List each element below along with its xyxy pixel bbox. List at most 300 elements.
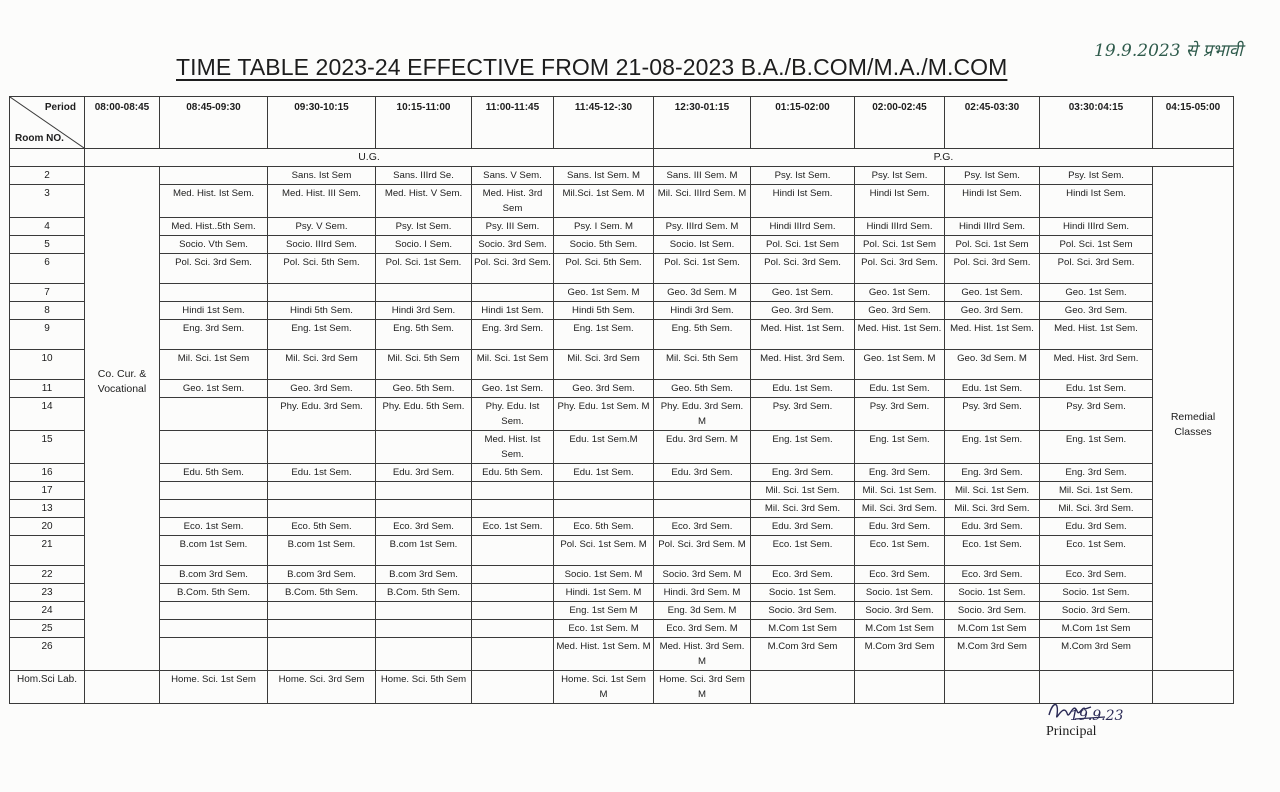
- schedule-cell: Psy. 3rd Sem.: [1040, 398, 1153, 431]
- schedule-cell: [472, 602, 554, 620]
- schedule-cell: B.com 1st Sem.: [376, 536, 472, 566]
- schedule-cell: Socio. 1st Sem.: [751, 584, 855, 602]
- schedule-cell: Eng. 1st Sem.: [554, 320, 654, 350]
- schedule-cell: Sans. Ist Sem. M: [554, 167, 654, 185]
- schedule-cell: [472, 620, 554, 638]
- schedule-cell: Edu. 3rd Sem. M: [654, 431, 751, 464]
- schedule-cell: Hindi IIIrd Sem.: [751, 218, 855, 236]
- schedule-cell: [376, 602, 472, 620]
- schedule-cell: Pol. Sci. 1st Sem: [945, 236, 1040, 254]
- schedule-cell: Edu. 1st Sem.: [855, 380, 945, 398]
- section-row: [10, 149, 1234, 167]
- room-number: Hom.Sci Lab.: [10, 671, 85, 704]
- schedule-cell: [472, 671, 554, 704]
- schedule-cell: [268, 638, 376, 671]
- schedule-cell: B.Com. 5th Sem.: [160, 584, 268, 602]
- room-number: 20: [10, 518, 85, 536]
- schedule-cell: Geo. 1st Sem.: [472, 380, 554, 398]
- schedule-cell: Socio. Ist Sem.: [654, 236, 751, 254]
- schedule-cell: Med. Hist. III Sem.: [268, 185, 376, 218]
- schedule-cell: [751, 671, 855, 704]
- table-row: [10, 431, 1234, 464]
- schedule-cell: Geo. 3rd Sem.: [1040, 302, 1153, 320]
- schedule-cell: [554, 482, 654, 500]
- schedule-cell: [472, 500, 554, 518]
- schedule-cell: Hindi 5th Sem.: [268, 302, 376, 320]
- schedule-cell: Mil. Sci. 3rd Sem: [268, 350, 376, 380]
- schedule-cell: Sans. Ist Sem: [268, 167, 376, 185]
- schedule-cell: [268, 482, 376, 500]
- schedule-cell: Eco. 1st Sem.: [1040, 536, 1153, 566]
- schedule-cell: B.com 1st Sem.: [268, 536, 376, 566]
- schedule-cell: Socio. 5th Sem.: [554, 236, 654, 254]
- schedule-cell: Eng. 5th Sem.: [654, 320, 751, 350]
- schedule-cell: Hindi 5th Sem.: [554, 302, 654, 320]
- schedule-cell: Geo. 1st Sem.: [160, 380, 268, 398]
- schedule-cell: Mil. Sci. 3rd Sem.: [1040, 500, 1153, 518]
- schedule-cell: Pol. Sci. 1st Sem. M: [554, 536, 654, 566]
- schedule-cell: Phy. Edu. Ist Sem.: [472, 398, 554, 431]
- schedule-cell: Geo. 3rd Sem.: [855, 302, 945, 320]
- handwritten-effective-note: 19.9.2023 से प्रभावी: [1094, 41, 1243, 61]
- schedule-cell: B.com 3rd Sem.: [160, 566, 268, 584]
- schedule-cell: Med. Hist. Ist Sem.: [472, 431, 554, 464]
- schedule-cell: Mil. Sci. 1st Sem.: [945, 482, 1040, 500]
- co-curricular-cell: Co. Cur. & Vocational: [85, 167, 160, 671]
- schedule-cell: Home. Sci. 1st Sem: [160, 671, 268, 704]
- schedule-cell: Edu. 1st Sem.: [554, 464, 654, 482]
- schedule-cell: Eco. 3rd Sem.: [376, 518, 472, 536]
- schedule-cell: Home. Sci. 1st Sem M: [554, 671, 654, 704]
- schedule-cell: [472, 482, 554, 500]
- table-row: [10, 500, 1234, 518]
- schedule-cell: Med. Hist. 3rd Sem.: [751, 350, 855, 380]
- period-header: 12:30-01:15: [654, 97, 751, 149]
- schedule-cell: Med. Hist. Ist Sem.: [160, 185, 268, 218]
- table-row: [10, 167, 1234, 185]
- schedule-cell: Psy. III Sem.: [472, 218, 554, 236]
- room-number: 17: [10, 482, 85, 500]
- schedule-cell: Psy. V Sem.: [268, 218, 376, 236]
- schedule-cell: M.Com 3rd Sem: [1040, 638, 1153, 671]
- schedule-cell: Mil. Sci. 3rd Sem.: [855, 500, 945, 518]
- schedule-cell: Med. Hist. 3rd Sem: [472, 185, 554, 218]
- section-ug: U.G.: [85, 149, 654, 167]
- schedule-cell: Hindi Ist Sem.: [945, 185, 1040, 218]
- schedule-cell: Edu. 3rd Sem.: [855, 518, 945, 536]
- schedule-cell: Socio. 3rd Sem. M: [654, 566, 751, 584]
- schedule-cell: Mil. Sci. 5th Sem: [376, 350, 472, 380]
- schedule-cell: B.com 3rd Sem.: [376, 566, 472, 584]
- schedule-cell: Mil. Sci. 3rd Sem: [554, 350, 654, 380]
- schedule-cell: Mil. Sci. 3rd Sem.: [945, 500, 1040, 518]
- table-row: [10, 185, 1234, 218]
- schedule-cell: Pol. Sci. 3rd Sem.: [1040, 254, 1153, 284]
- schedule-cell: Geo. 1st Sem.: [855, 284, 945, 302]
- schedule-cell: Eng. 1st Sem.: [1040, 431, 1153, 464]
- schedule-cell: [855, 671, 945, 704]
- schedule-cell: [160, 602, 268, 620]
- schedule-cell: Socio. Vth Sem.: [160, 236, 268, 254]
- schedule-cell: Socio. 3rd Sem.: [751, 602, 855, 620]
- schedule-cell: Geo. 3rd Sem.: [945, 302, 1040, 320]
- schedule-cell: M.Com 1st Sem: [945, 620, 1040, 638]
- schedule-cell: Edu. 3rd Sem.: [751, 518, 855, 536]
- schedule-cell: Pol. Sci. 3rd Sem.: [751, 254, 855, 284]
- schedule-cell: M.Com 1st Sem: [1040, 620, 1153, 638]
- schedule-cell: Geo. 1st Sem.: [751, 284, 855, 302]
- schedule-cell: Eco. 1st Sem.: [855, 536, 945, 566]
- schedule-cell: Psy. IIIrd Sem. M: [654, 218, 751, 236]
- table-row: [10, 398, 1234, 431]
- table-row: [10, 236, 1234, 254]
- room-number: 26: [10, 638, 85, 671]
- room-number: 3: [10, 185, 85, 218]
- schedule-cell: Geo. 1st Sem. M: [554, 284, 654, 302]
- schedule-cell: [472, 284, 554, 302]
- room-number: 24: [10, 602, 85, 620]
- schedule-cell: Psy. Ist Sem.: [1040, 167, 1153, 185]
- table-row: [10, 620, 1234, 638]
- room-number: 14: [10, 398, 85, 431]
- schedule-cell: Eco. 3rd Sem.: [855, 566, 945, 584]
- room-number: 6: [10, 254, 85, 284]
- schedule-cell: Socio. IIIrd Sem.: [268, 236, 376, 254]
- schedule-cell: Mil. Sci. 1st Sem: [160, 350, 268, 380]
- schedule-cell: Pol. Sci. 3rd Sem.: [160, 254, 268, 284]
- schedule-cell: Hindi 3rd Sem.: [376, 302, 472, 320]
- schedule-cell: Home. Sci. 3rd Sem M: [654, 671, 751, 704]
- schedule-cell: Eco. 3rd Sem.: [945, 566, 1040, 584]
- schedule-cell: Edu. 1st Sem.: [945, 380, 1040, 398]
- schedule-cell: Eng. 1st Sem.: [855, 431, 945, 464]
- schedule-cell: Socio. 3rd Sem.: [855, 602, 945, 620]
- schedule-cell: Edu. 3rd Sem.: [1040, 518, 1153, 536]
- room-number: 10: [10, 350, 85, 380]
- room-number: 7: [10, 284, 85, 302]
- schedule-cell: M.Com 3rd Sem: [855, 638, 945, 671]
- schedule-cell: Edu. 1st Sem.: [268, 464, 376, 482]
- schedule-cell: B.com 3rd Sem.: [268, 566, 376, 584]
- schedule-cell: Hindi IIIrd Sem.: [1040, 218, 1153, 236]
- schedule-cell: [472, 536, 554, 566]
- schedule-cell: Pol. Sci. 1st Sem: [1040, 236, 1153, 254]
- schedule-cell: [268, 431, 376, 464]
- table-row: [10, 380, 1234, 398]
- remedial-classes-cell: Remedial Classes: [1153, 167, 1234, 671]
- schedule-cell: [160, 620, 268, 638]
- period-label: Period: [44, 102, 76, 113]
- table-row: [10, 584, 1234, 602]
- schedule-cell: Hindi. 3rd Sem. M: [654, 584, 751, 602]
- schedule-cell: Pol. Sci. 5th Sem.: [554, 254, 654, 284]
- schedule-cell: Eco. 5th Sem.: [554, 518, 654, 536]
- schedule-cell: Eco. 1st Sem. M: [554, 620, 654, 638]
- schedule-cell: Eco. 3rd Sem.: [654, 518, 751, 536]
- schedule-cell: Psy. Ist Sem.: [751, 167, 855, 185]
- room-number: 2: [10, 167, 85, 185]
- signature-date: 19.9.23: [1070, 708, 1124, 724]
- schedule-cell: Geo. 5th Sem.: [376, 380, 472, 398]
- schedule-cell: Edu. 3rd Sem.: [376, 464, 472, 482]
- schedule-cell: Mil. Sci. 3rd Sem.: [751, 500, 855, 518]
- schedule-cell: B.Com. 5th Sem.: [376, 584, 472, 602]
- schedule-cell: Med. Hist. 1st Sem.: [1040, 320, 1153, 350]
- schedule-cell: Geo. 3d Sem. M: [654, 284, 751, 302]
- schedule-cell: B.Com. 5th Sem.: [268, 584, 376, 602]
- document-title: TIME TABLE 2023-24 EFFECTIVE FROM 21-08-2023 B.A./B.COM/M.A./M.COM: [176, 54, 1008, 80]
- schedule-cell: Med. Hist. V Sem.: [376, 185, 472, 218]
- schedule-cell: [268, 284, 376, 302]
- room-number: 11: [10, 380, 85, 398]
- schedule-cell: Socio. 1st Sem.: [945, 584, 1040, 602]
- schedule-cell: Socio. 3rd Sem.: [472, 236, 554, 254]
- schedule-cell: Eng. 3rd Sem.: [945, 464, 1040, 482]
- schedule-cell: Pol. Sci. 3rd Sem.: [472, 254, 554, 284]
- table-row: [10, 536, 1234, 566]
- schedule-cell: Psy. 3rd Sem.: [855, 398, 945, 431]
- schedule-cell: [268, 500, 376, 518]
- schedule-cell: M.Com 1st Sem: [855, 620, 945, 638]
- schedule-cell: Hindi Ist Sem.: [855, 185, 945, 218]
- schedule-cell: Geo. 3d Sem. M: [945, 350, 1040, 380]
- schedule-cell: [554, 500, 654, 518]
- schedule-cell: [268, 602, 376, 620]
- schedule-cell: Geo. 1st Sem. M: [855, 350, 945, 380]
- room-number: 9: [10, 320, 85, 350]
- period-header: 01:15-02:00: [751, 97, 855, 149]
- table-row: [10, 464, 1234, 482]
- schedule-cell: [472, 584, 554, 602]
- schedule-cell: Pol. Sci. 3rd Sem.: [855, 254, 945, 284]
- schedule-cell: Eco. 1st Sem.: [472, 518, 554, 536]
- schedule-cell: M.Com 3rd Sem: [945, 638, 1040, 671]
- schedule-cell: Eng. 3rd Sem.: [855, 464, 945, 482]
- schedule-cell: Med. Hist. 1st Sem. M: [554, 638, 654, 671]
- schedule-cell: Edu. 1st Sem.: [1040, 380, 1153, 398]
- table-row: [10, 284, 1234, 302]
- schedule-cell: [160, 482, 268, 500]
- schedule-cell: [654, 500, 751, 518]
- schedule-cell: Eng. 5th Sem.: [376, 320, 472, 350]
- schedule-cell: Mil. Sci. 1st Sem.: [751, 482, 855, 500]
- room-number: 5: [10, 236, 85, 254]
- schedule-cell: Hindi. 1st Sem. M: [554, 584, 654, 602]
- schedule-cell: Edu. 1st Sem.: [751, 380, 855, 398]
- schedule-cell: Mil. Sci. IIIrd Sem. M: [654, 185, 751, 218]
- schedule-cell: Pol. Sci. 1st Sem.: [376, 254, 472, 284]
- schedule-cell: Eng. 3rd Sem.: [1040, 464, 1153, 482]
- schedule-cell: Eng. 1st Sem M: [554, 602, 654, 620]
- period-header: 04:15-05:00: [1153, 97, 1234, 149]
- schedule-cell: [160, 284, 268, 302]
- table-row: [10, 302, 1234, 320]
- schedule-cell: [376, 500, 472, 518]
- schedule-cell: Socio. 3rd Sem.: [945, 602, 1040, 620]
- schedule-cell: Hindi IIIrd Sem.: [855, 218, 945, 236]
- schedule-cell: Pol. Sci. 1st Sem.: [654, 254, 751, 284]
- schedule-cell: Med. Hist. 1st Sem.: [751, 320, 855, 350]
- schedule-cell: Eng. 3rd Sem.: [472, 320, 554, 350]
- schedule-cell: Eng. 1st Sem.: [945, 431, 1040, 464]
- schedule-cell: [376, 284, 472, 302]
- schedule-cell: Geo. 1st Sem.: [945, 284, 1040, 302]
- schedule-cell: Geo. 3rd Sem.: [554, 380, 654, 398]
- schedule-cell: Med. Hist..5th Sem.: [160, 218, 268, 236]
- schedule-cell: Phy. Edu. 3rd Sem.: [268, 398, 376, 431]
- schedule-cell: Hindi Ist Sem.: [751, 185, 855, 218]
- schedule-cell: Psy. 3rd Sem.: [751, 398, 855, 431]
- schedule-cell: [376, 620, 472, 638]
- schedule-cell: [85, 671, 160, 704]
- table-row: [10, 350, 1234, 380]
- schedule-cell: Phy. Edu. 5th Sem.: [376, 398, 472, 431]
- schedule-cell: Med. Hist. 1st Sem.: [945, 320, 1040, 350]
- room-number: 13: [10, 500, 85, 518]
- schedule-cell: Mil. Sci. 5th Sem: [654, 350, 751, 380]
- table-row: [10, 320, 1234, 350]
- schedule-cell: Eng. 3rd Sem.: [751, 464, 855, 482]
- room-number: 23: [10, 584, 85, 602]
- room-number: 4: [10, 218, 85, 236]
- schedule-cell: [268, 620, 376, 638]
- schedule-cell: Home. Sci. 3rd Sem: [268, 671, 376, 704]
- table-row: [10, 518, 1234, 536]
- schedule-cell: Hindi 1st Sem.: [472, 302, 554, 320]
- schedule-cell: [376, 482, 472, 500]
- table-row: [10, 482, 1234, 500]
- schedule-cell: Geo. 1st Sem.: [1040, 284, 1153, 302]
- schedule-cell: Hindi 1st Sem.: [160, 302, 268, 320]
- schedule-cell: [376, 431, 472, 464]
- schedule-cell: Pol. Sci. 1st Sem: [751, 236, 855, 254]
- schedule-cell: Eng. 3d Sem. M: [654, 602, 751, 620]
- schedule-cell: Geo. 5th Sem.: [654, 380, 751, 398]
- schedule-cell: [160, 638, 268, 671]
- schedule-cell: [472, 638, 554, 671]
- schedule-cell: Eng. 1st Sem.: [751, 431, 855, 464]
- schedule-cell: Med. Hist. 3rd Sem.: [1040, 350, 1153, 380]
- schedule-cell: Home. Sci. 5th Sem: [376, 671, 472, 704]
- period-header: 02:45-03:30: [945, 97, 1040, 149]
- room-number: 25: [10, 620, 85, 638]
- schedule-cell: [654, 482, 751, 500]
- table-row: [10, 638, 1234, 671]
- schedule-cell: Socio. 1st Sem.: [855, 584, 945, 602]
- room-number: 22: [10, 566, 85, 584]
- schedule-cell: [160, 167, 268, 185]
- schedule-cell: Psy. 3rd Sem.: [945, 398, 1040, 431]
- room-number: 8: [10, 302, 85, 320]
- period-header: 08:45-09:30: [160, 97, 268, 149]
- schedule-cell: Sans. III Sem. M: [654, 167, 751, 185]
- schedule-cell: Geo. 3rd Sem.: [751, 302, 855, 320]
- schedule-cell: Geo. 3rd Sem.: [268, 380, 376, 398]
- period-room-corner: [10, 97, 85, 149]
- schedule-cell: Eco. 1st Sem.: [160, 518, 268, 536]
- timetable: [9, 96, 1234, 704]
- schedule-cell: Phy. Edu. 3rd Sem. M: [654, 398, 751, 431]
- schedule-cell: Psy. Ist Sem.: [855, 167, 945, 185]
- room-number: 21: [10, 536, 85, 566]
- period-header: 09:30-10:15: [268, 97, 376, 149]
- period-header: 02:00-02:45: [855, 97, 945, 149]
- header-row: [10, 97, 1234, 149]
- schedule-cell: M.Com 1st Sem: [751, 620, 855, 638]
- principal-label: Principal: [1046, 724, 1097, 739]
- schedule-cell: [472, 566, 554, 584]
- schedule-cell: Psy. Ist Sem.: [945, 167, 1040, 185]
- schedule-cell: Hindi IIIrd Sem.: [945, 218, 1040, 236]
- table-row: [10, 254, 1234, 284]
- period-header: 10:15-11:00: [376, 97, 472, 149]
- schedule-cell: B.com 1st Sem.: [160, 536, 268, 566]
- schedule-cell: [376, 638, 472, 671]
- period-header: 11:45-12-:30: [554, 97, 654, 149]
- table-row: [10, 602, 1234, 620]
- schedule-cell: Eco. 5th Sem.: [268, 518, 376, 536]
- schedule-cell: Phy. Edu. 1st Sem. M: [554, 398, 654, 431]
- schedule-cell: Med. Hist. 1st Sem.: [855, 320, 945, 350]
- schedule-cell: Socio. 3rd Sem.: [1040, 602, 1153, 620]
- table-row: [10, 566, 1234, 584]
- schedule-cell: Eco. 3rd Sem.: [751, 566, 855, 584]
- schedule-cell: Pol. Sci. 3rd Sem.: [945, 254, 1040, 284]
- schedule-cell: Eng. 1st Sem.: [268, 320, 376, 350]
- schedule-cell: Psy. I Sem. M: [554, 218, 654, 236]
- schedule-cell: Edu. 3rd Sem.: [945, 518, 1040, 536]
- schedule-cell: Mil. Sci. 1st Sem: [472, 350, 554, 380]
- table-row: [10, 218, 1234, 236]
- schedule-cell: Eng. 3rd Sem.: [160, 320, 268, 350]
- schedule-cell: Hindi Ist Sem.: [1040, 185, 1153, 218]
- schedule-cell: Edu. 1st Sem.M: [554, 431, 654, 464]
- schedule-cell: Pol. Sci. 1st Sem: [855, 236, 945, 254]
- schedule-cell: [160, 431, 268, 464]
- schedule-cell: Socio. 1st Sem.: [1040, 584, 1153, 602]
- period-header: 08:00-08:45: [85, 97, 160, 149]
- schedule-cell: Pol. Sci. 3rd Sem. M: [654, 536, 751, 566]
- schedule-cell: Hindi 3rd Sem.: [654, 302, 751, 320]
- schedule-cell: Edu. 5th Sem.: [160, 464, 268, 482]
- section-pg: P.G.: [654, 149, 1234, 167]
- room-number: 16: [10, 464, 85, 482]
- schedule-cell: Pol. Sci. 5th Sem.: [268, 254, 376, 284]
- period-header: 03:30:04:15: [1040, 97, 1153, 149]
- room-number: 15: [10, 431, 85, 464]
- schedule-cell: M.Com 3rd Sem: [751, 638, 855, 671]
- schedule-cell: Eco. 3rd Sem.: [1040, 566, 1153, 584]
- room-label: Room NO.: [15, 133, 64, 144]
- schedule-cell: [945, 671, 1040, 704]
- schedule-cell: Eco. 1st Sem.: [945, 536, 1040, 566]
- period-header: 11:00-11:45: [472, 97, 554, 149]
- schedule-cell: Eco. 1st Sem.: [751, 536, 855, 566]
- schedule-cell: Edu. 5th Sem.: [472, 464, 554, 482]
- schedule-cell: Psy. Ist Sem.: [376, 218, 472, 236]
- schedule-cell: Mil.Sci. 1st Sem. M: [554, 185, 654, 218]
- schedule-cell: Socio. I Sem.: [376, 236, 472, 254]
- schedule-cell: Mil. Sci. 1st Sem.: [1040, 482, 1153, 500]
- schedule-cell: [160, 500, 268, 518]
- schedule-cell: Eco. 3rd Sem. M: [654, 620, 751, 638]
- schedule-cell: Sans. V Sem.: [472, 167, 554, 185]
- schedule-cell: [160, 398, 268, 431]
- schedule-cell: Med. Hist. 3rd Sem. M: [654, 638, 751, 671]
- schedule-cell: Sans. IIIrd Se.: [376, 167, 472, 185]
- schedule-cell: Mil. Sci. 1st Sem.: [855, 482, 945, 500]
- schedule-cell: Edu. 3rd Sem.: [654, 464, 751, 482]
